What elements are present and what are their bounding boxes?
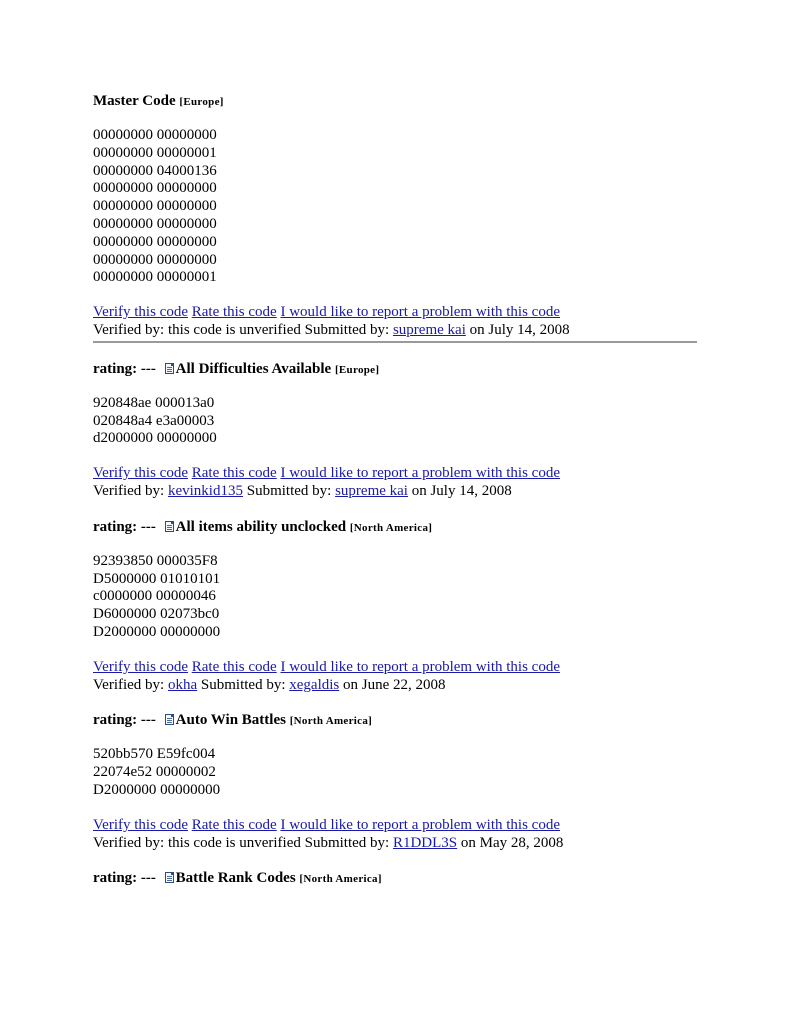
- code-line: 020848a4 e3a00003: [93, 412, 215, 429]
- submitted-prefix: Submitted by:: [246, 482, 332, 499]
- code-header: [93, 360, 697, 378]
- region-tag: [Europe]: [179, 96, 224, 108]
- document-icon: [165, 714, 174, 725]
- region-tag: [North America]: [289, 715, 373, 728]
- submitter-link[interactable]: xegaldis: [289, 676, 340, 693]
- code-line: 920848ae 000013a0: [93, 394, 215, 411]
- verify-code-link[interactable]: Verify this code: [93, 304, 188, 321]
- code-line: D5000000 01010101: [93, 570, 221, 587]
- code-entry-auto-win: [93, 711, 697, 852]
- code-actions: [93, 817, 697, 835]
- report-problem-link[interactable]: I would like to report a problem with this code: [280, 304, 560, 321]
- code-title: All items ability unclocked: [175, 518, 347, 535]
- submit-date: on May 28, 2008: [460, 834, 564, 851]
- submitter-link[interactable]: supreme kai: [392, 321, 466, 338]
- code-line: d2000000 00000000: [93, 430, 217, 447]
- code-line: D2000000 00000000: [93, 781, 221, 798]
- document-icon: [165, 521, 174, 532]
- verified-by-text: this code is unverified: [167, 834, 301, 851]
- code-line: 00000000 04000136: [93, 162, 217, 179]
- code-line: 00000000 00000001: [93, 269, 217, 286]
- code-meta: [93, 483, 697, 501]
- submit-date: on July 14, 2008: [469, 321, 570, 338]
- submitter-link[interactable]: R1DDL3S: [392, 834, 458, 851]
- code-header: [93, 869, 697, 887]
- rating-label: rating: ---: [93, 712, 156, 729]
- submit-date: on June 22, 2008: [343, 676, 446, 693]
- code-title: Auto Win Battles: [175, 712, 286, 729]
- verified-prefix: Verified by:: [93, 676, 165, 693]
- code-line: 22074e52 00000002: [93, 764, 216, 781]
- code-lines: [93, 395, 697, 448]
- report-problem-link[interactable]: I would like to report a problem with this code: [280, 816, 560, 833]
- rating-label: rating: ---: [93, 360, 156, 377]
- verify-code-link[interactable]: Verify this code: [93, 816, 188, 833]
- verify-code-link[interactable]: Verify this code: [93, 465, 188, 482]
- verified-prefix: Verified by:: [93, 834, 165, 851]
- code-lines: [93, 127, 697, 287]
- code-line: 00000000 00000000: [93, 215, 217, 232]
- rate-code-link[interactable]: Rate this code: [191, 304, 277, 321]
- verified-prefix: Verified by:: [93, 321, 165, 338]
- code-line: 00000000 00000000: [93, 127, 217, 143]
- report-problem-link[interactable]: I would like to report a problem with this code: [280, 465, 560, 482]
- code-actions: [93, 304, 697, 322]
- verifier-link[interactable]: okha: [167, 676, 198, 693]
- code-meta: [93, 322, 697, 340]
- code-entry-all-difficulties: [93, 360, 697, 501]
- verified-prefix: Verified by:: [93, 482, 165, 499]
- rate-code-link[interactable]: Rate this code: [191, 658, 277, 675]
- code-actions: [93, 659, 697, 677]
- code-line: 92393850 000035F8: [93, 552, 218, 569]
- code-line: D6000000 02073bc0: [93, 606, 220, 623]
- submit-date: on July 14, 2008: [411, 482, 512, 499]
- code-line: 00000000 00000000: [93, 233, 217, 250]
- document-icon: [165, 363, 174, 374]
- code-list: [93, 92, 697, 887]
- rate-code-link[interactable]: Rate this code: [191, 465, 277, 482]
- code-line: 00000000 00000000: [93, 180, 217, 197]
- code-title: Battle Rank Codes: [175, 870, 296, 887]
- code-line: D2000000 00000000: [93, 623, 221, 640]
- code-header: [93, 711, 697, 729]
- verifier-link[interactable]: kevinkid135: [167, 482, 243, 499]
- verify-code-link[interactable]: Verify this code: [93, 658, 188, 675]
- code-meta: [93, 677, 697, 695]
- region-tag: [Europe]: [334, 363, 380, 376]
- region-tag: [North America]: [299, 873, 382, 886]
- region-tag: [North America]: [349, 521, 433, 534]
- code-actions: [93, 465, 697, 483]
- code-entry-battle-rank: [93, 869, 697, 887]
- rating-label: rating: ---: [93, 870, 156, 887]
- code-title: Master Code: [93, 93, 176, 109]
- rate-code-link[interactable]: Rate this code: [191, 816, 277, 833]
- submitted-prefix: Submitted by:: [200, 676, 286, 693]
- code-line: 00000000 00000000: [93, 198, 217, 215]
- code-lines: [93, 553, 697, 642]
- report-problem-link[interactable]: I would like to report a problem with this code: [280, 658, 560, 675]
- code-header: [93, 518, 697, 536]
- code-line: 00000000 00000000: [93, 251, 217, 268]
- code-entry-all-items: [93, 518, 697, 695]
- code-entry-master-code: [93, 92, 697, 343]
- submitted-prefix: Submitted by:: [304, 321, 390, 338]
- rating-label: rating: ---: [93, 518, 156, 535]
- code-line: c0000000 00000046: [93, 588, 216, 605]
- submitted-prefix: Submitted by:: [304, 834, 390, 851]
- code-lines: [93, 746, 697, 799]
- document-icon: [165, 872, 174, 883]
- code-line: 520bb570 E59fc004: [93, 746, 216, 763]
- verified-by-text: this code is unverified: [167, 321, 301, 338]
- code-line: 00000000 00000001: [93, 144, 217, 161]
- submitter-link[interactable]: supreme kai: [335, 482, 408, 499]
- code-title: All Difficulties Available: [175, 360, 332, 377]
- code-header: [93, 92, 697, 110]
- code-meta: [93, 835, 697, 853]
